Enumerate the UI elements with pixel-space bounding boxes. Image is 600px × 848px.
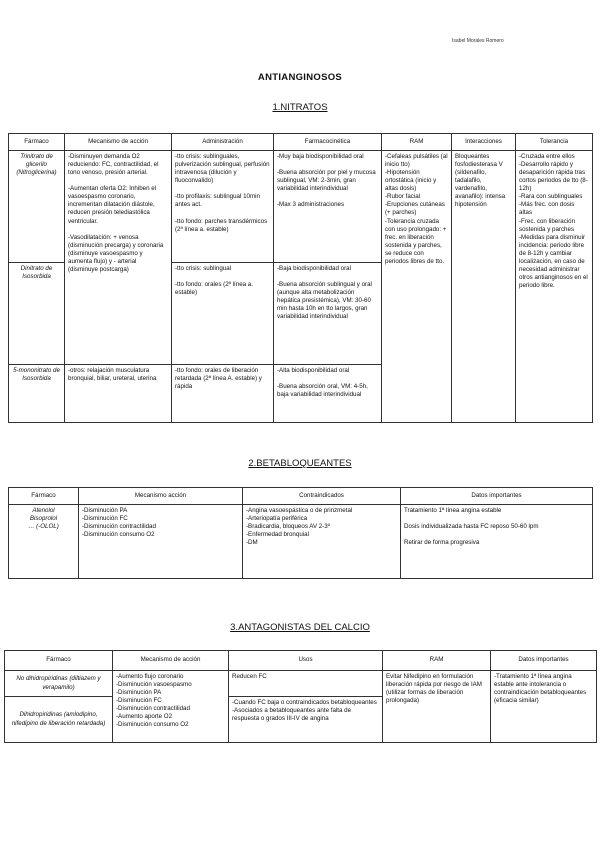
header-mecanismo: Mecanismo acción	[79, 488, 243, 505]
header-datos-importantes: Datos importantes	[491, 651, 597, 671]
header-tolerancia: Tolerancia	[516, 134, 593, 151]
header-ram: RAM	[382, 134, 452, 151]
document-title: ANTIANGINOSOS	[257, 72, 343, 83]
drug-dinitrato: Dinitrato de Isosorbida	[9, 263, 65, 365]
table-nitratos	[8, 133, 593, 423]
header-interacciones: Interacciones	[452, 134, 516, 151]
author-name: Isabel Morales Romero	[452, 38, 504, 44]
usos-dihidropiridinas: -Cuando FC baja o contraindicados betabloqueantes -Asociados a betabloqueantes ante falta de respuesta o grados III-IV de angina	[229, 697, 383, 743]
mecanismo-nitratos: -Disminuyen demanda O2 reduciendo: FC, contractilidad, el tono venoso, presión arterial. -Aumentan oferta O2: Inhiben el vasoespasmo coronario, incrementan dilatación diástole, reducen presión telediastólica ventricular. -Vasodilatación: + venosa (disminución precarga) y coronaria (disminuye vasoespasmo y aumenta flujo) y - arterial (disminuye postcarga)	[65, 151, 172, 365]
header-administracion: Administración	[172, 134, 274, 151]
admin-mononitrato: -tto fondo: orales de liberación retardada (2ª línea A. estable) y rápida	[172, 365, 274, 423]
section-heading-nitratos: 1.NITRATOS	[272, 102, 328, 113]
drug-dihidropiridinas: Dihidropiridinas (amlodipino, nifedipino de liberación retardada)	[5, 697, 113, 743]
drug-betabloqueantes: Atenolol Bisoprolol … (-OLOL)	[9, 505, 79, 579]
drug-mononitrato: 5-mononitrato de Isosorbida	[9, 365, 65, 423]
mecanismo-betabloqueantes: -Disminución PA -Disminución FC -Disminución contractilidad -Disminución consumo O2	[79, 505, 243, 579]
admin-dinitrato: -tto crisis: sublingual -tto fondo: orales (2ª línea a. estable)	[172, 263, 274, 365]
drug-nitroglicerina: Trinitrato de glicerilo (Nitroglicerina)	[9, 151, 65, 263]
section-heading-calcio: 3.ANTAGONISTAS DEL CALCIO	[230, 622, 370, 633]
farmacocinetica-mononitrato: -Alta biodisponibilidad oral -Buena absorción oral, VM: 4-5h, baja variabilidad interindividual	[274, 365, 382, 423]
mecanismo-calcio: -Aumento flujo coronario -Disminución vasoespasmo -Disminución PA -Disminución FC -Disminución contractilidad -Aumento aporte O2 -Disminución consumo O2	[113, 671, 229, 743]
drug-no-dihidropiridinas: No dihidropiridinas (diltiazem y verapamilo)	[5, 671, 113, 697]
farmacocinetica-nitroglicerina: -Muy baja biodisponibilidad oral -Buena absorción por piel y mucosa sublingual, VM: 2-3min, gran variabilidad interindividual -Max 3 administraciones	[274, 151, 382, 263]
interacciones-nitratos: Bloqueantes fosfodiesterasa V (sildenafilo, tadalafilo, vardenafilo, avanafilo): intensa hipotensión	[452, 151, 516, 423]
tolerancia-nitratos: -Cruzada entre ellos -Desarrollo rápido y desaparición rápida tras cortos periodos de tto (8-12h) -Rara con sublinguales -Más frec. con dosis altas -Frec. con liberación sostenida y parches -Medidas para disminuir incidencia: periodo libre de 8-12h y cambiar localización, en caso de necesidad administrar otros antianginosos en el periodo libre.	[516, 151, 593, 423]
farmacocinetica-dinitrato: -Baja biodisponibilidad oral -Buena absorción sublingual y oral (aunque alta metabolización hepática presistémica), VM: 30-60 min hasta 10h en tto largos, gran variabilidad interindividual	[274, 263, 382, 365]
mecanismo-otros: -otros: relajación musculatura bronquial, biliar, ureteral, uterina	[65, 365, 172, 423]
header-ram: RAM	[383, 651, 491, 671]
header-contraindicados: Contraindicados	[243, 488, 401, 505]
ram-calcio: Evitar Nifedipino en formulación liberación rápida por riesgo de IAM (utilizar formas de liberación prolongada)	[383, 671, 491, 743]
header-farmacocinetica: Farmacocinética	[274, 134, 382, 151]
header-farmaco: Fármaco	[5, 651, 113, 671]
ram-nitratos: -Cefaleas pulsátiles (al inicio tto) -Hipotensión ortostática (inicio y altas dosis) -Rubor facial -Erupciones cutáneas (+ parches) -Tolerancia cruzada con uso prolongado: + frec. en liberación sostenida y parches, se reduce con periodos libres de tto.	[382, 151, 452, 423]
table-calcio	[4, 650, 597, 743]
usos-no-dihidropiridinas: Reducen FC	[229, 671, 383, 697]
contraindicados-betabloqueantes: -Angina vasoespástica o de prinzmetal -Arteriopatía periférica -Bradicardia, bloqueos AV 2-3º -Enfermedad bronquial -DM	[243, 505, 401, 579]
header-farmaco: Fármaco	[9, 488, 79, 505]
admin-nitroglicerina: -tto crisis: sublinguales, pulverización sublingual, perfusión intravenosa (dilución y fluoconvalido) -tto profilaxis: sublingual 10min antes act. -tto fondo: parches transdérmicos (2ª línea a. estable)	[172, 151, 274, 263]
header-datos-importantes: Datos importantes	[401, 488, 593, 505]
header-usos: Usos	[229, 651, 383, 671]
section-heading-betabloqueantes: 2.BETABLOQUEANTES	[248, 458, 352, 469]
datos-calcio: -Tratamiento 1ª línea angina estable ante intolerancia o contraindicación betabloqueantes (eficacia similar)	[491, 671, 597, 743]
table-betabloqueantes	[8, 487, 593, 579]
datos-betabloqueantes: Tratamiento 1ª línea angina estable Dosis individualizada hasta FC reposo 50-60 lpm Retirar de forma progresiva	[401, 505, 593, 579]
header-farmaco: Fármaco	[9, 134, 65, 151]
header-mecanismo: Mecanismo de acción	[113, 651, 229, 671]
header-mecanismo: Mecanismo de acción	[65, 134, 172, 151]
